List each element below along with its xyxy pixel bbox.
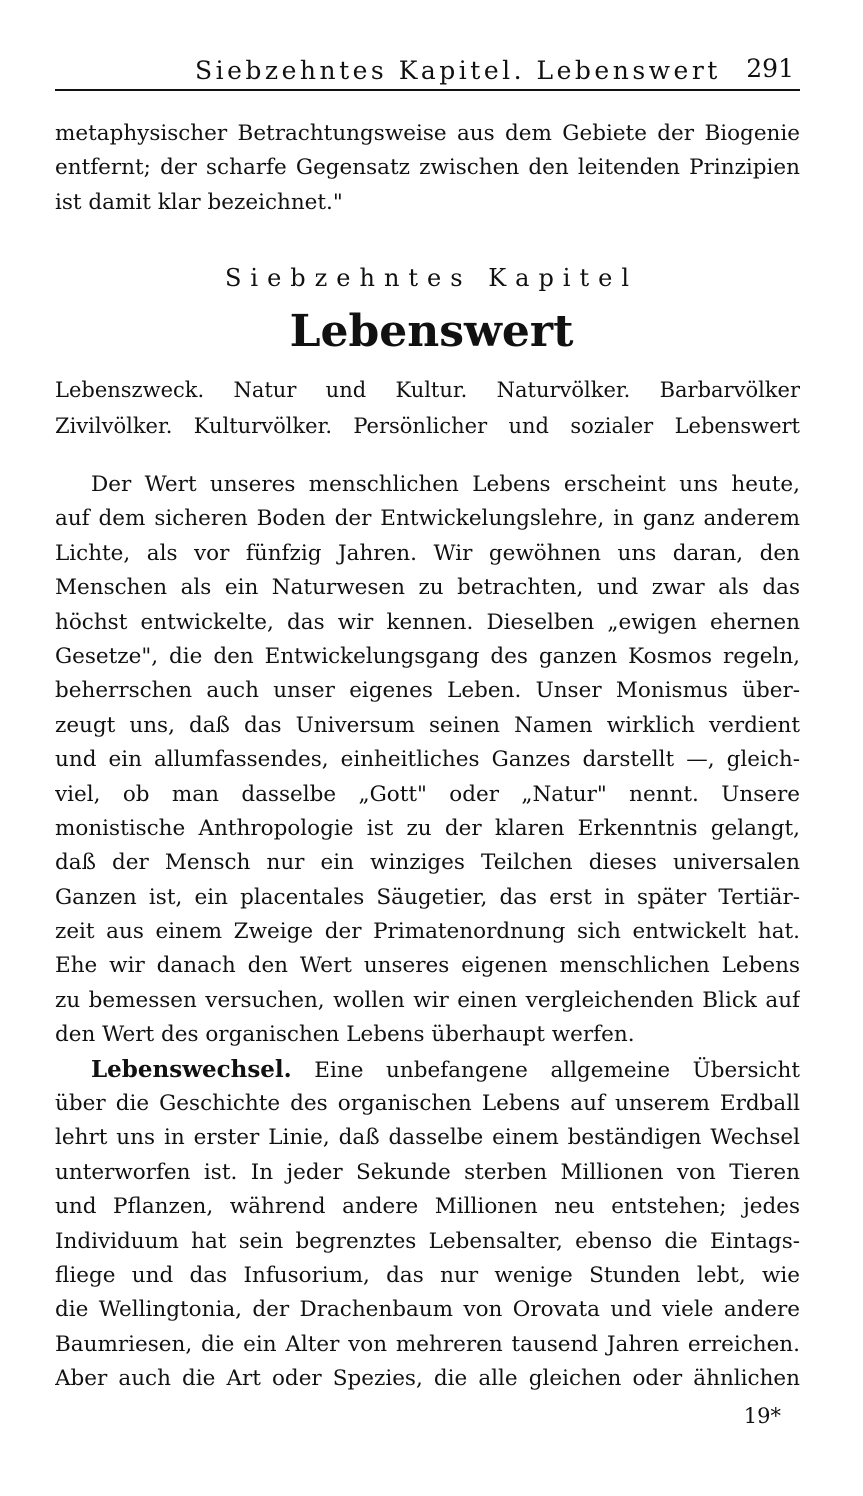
text-line: Baumriesen, die ein Alter von mehreren tausend Jahren erreichen. (55, 1331, 800, 1357)
text-line: Lichte, als vor fünfzig Jahren. Wir gewöhnen uns daran, den (55, 540, 800, 566)
text-line: zu bemessen versuchen, wollen wir einen vergleichenden Blick auf (55, 987, 800, 1013)
text-line: Gesetze", die den Entwickelungsgang des ganzen Kosmos regeln, (55, 643, 800, 669)
text-line: Ehe wir danach den Wert unseres eigenen menschlichen Lebens (55, 953, 800, 979)
text-line: fliege und das Infusorium, das nur wenige Stunden lebt, wie (55, 1262, 800, 1288)
chapter-title: Lebenswert (289, 306, 574, 357)
page-number: 291 (746, 54, 794, 83)
text-line: den Wert des organischen Lebens überhaupt werfen. (55, 1022, 635, 1048)
text-line: lehrt uns in erster Linie, daß dasselbe einem beständigen Wechsel (55, 1125, 800, 1151)
text-fragment: Eine unbefangene allgemeine Übersicht (314, 1057, 800, 1083)
text-line: viel, ob man dasselbe „Gott" oder „Natur" nennt. Unsere (55, 781, 800, 807)
header-rule (55, 89, 800, 91)
text-line: die Wellingtonia, der Drachenbaum von Orovata und viele andere (55, 1297, 800, 1323)
text-line: entfernt; der scharfe Gegensatz zwischen den leitenden Prinzipien (55, 155, 800, 181)
text-line: Individuum hat sein begrenztes Lebensalter, ebenso die Eintags- (55, 1228, 800, 1254)
text-line: Der Wert unseres menschlichen Lebens erscheint uns heute, (91, 472, 800, 497)
summary-line: Lebenszweck. Natur und Kultur. Naturvölker. Barbarvölker (55, 378, 800, 402)
body-text (55, 468, 800, 1397)
section-run-in-heading: Lebenswechsel. (91, 1055, 292, 1083)
signature-mark: 19* (743, 1404, 781, 1428)
text-line: und ein allumfassendes, einheitliches Ganzes darstellt —, gleich- (55, 747, 800, 773)
text-line: und Pflanzen, während andere Millionen neu entstehen; jedes (55, 1194, 800, 1220)
text-line: auf dem sicheren Boden der Entwickelungslehre, in ganz anderem (55, 506, 800, 532)
text-line: Menschen als ein Naturwesen zu betrachten, und zwar als das (55, 575, 800, 601)
text-line (55, 1053, 800, 1087)
running-title: Siebzehntes Kapitel. Lebenswert (195, 56, 721, 85)
text-line: höchst entwickelte, das wir kennen. Dieselben „ewigen ehernen (55, 609, 800, 635)
intro-paragraph (55, 117, 800, 220)
chapter-summary (55, 372, 800, 444)
text-line: daß der Mensch nur ein winziges Teilchen dieses universalen (55, 850, 800, 876)
text-line: zeugt uns, daß das Universum seinen Namen wirklich verdient (55, 712, 800, 738)
text-line: über die Geschichte des organischen Lebens auf unserem Erdball (55, 1091, 800, 1117)
text-line: unterworfen ist. In jeder Sekunde sterben Millionen von Tieren (55, 1159, 800, 1185)
text-line: Ganzen ist, ein placentales Säugetier, das erst in später Tertiär- (55, 884, 800, 910)
text-line: monistische Anthropologie ist zu der klaren Erkenntnis gelangt, (55, 815, 800, 841)
text-line: Aber auch die Art oder Spezies, die alle gleichen oder ähnlichen (55, 1366, 800, 1392)
text-line: zeit aus einem Zweige der Primatenordnung sich entwickelt hat. (55, 919, 800, 945)
summary-line: Zivilvölker. Kulturvölker. Persönlicher und sozialer Lebenswert (55, 414, 800, 438)
text-line: ist damit klar bezeichnet." (55, 189, 343, 215)
text-line: metaphysischer Betrachtungsweise aus dem Gebiete der Biogenie (55, 121, 800, 146)
chapter-label: Siebzehntes Kapitel (224, 264, 639, 292)
text-line: beherrschen auch unser eigenes Leben. Unser Monismus über- (55, 678, 800, 704)
running-header (55, 50, 800, 90)
